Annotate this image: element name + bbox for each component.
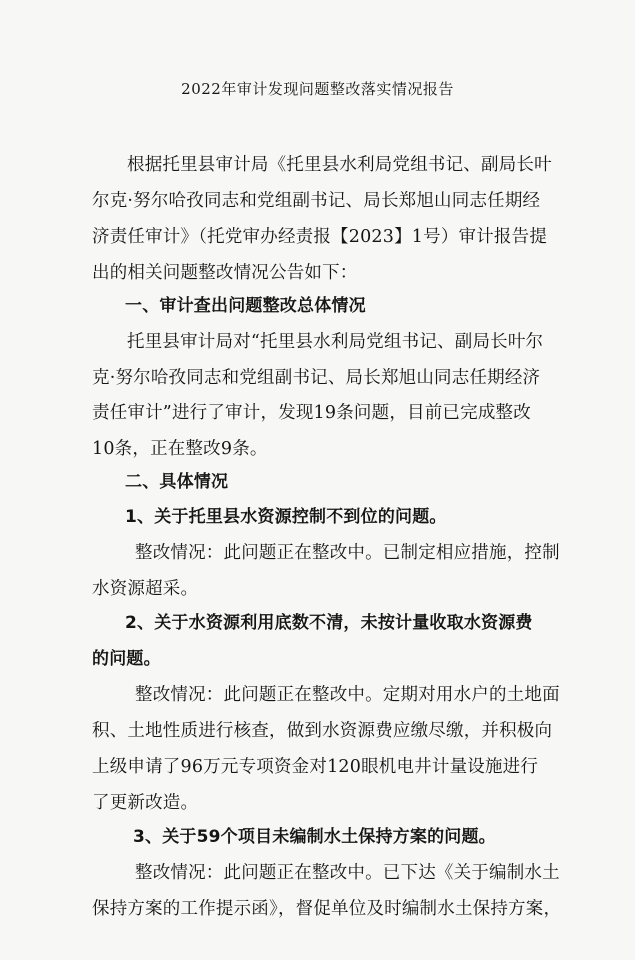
item-3-title: 3、关于59个项目未编制水土保持方案的问题。 <box>133 827 496 847</box>
section-2-heading: 二、具体情况 <box>125 472 229 492</box>
intro-line-3: 济责任审计》（托党审办经责报【2023】1号）审计报告提 <box>92 227 548 247</box>
item-3-body-line-1: 整改情况：此问题正在整改中。已下达《关于编制水土 <box>135 863 560 883</box>
item-1-body-line-1: 整改情况：此问题正在整改中。已制定相应措施，控制 <box>135 543 560 563</box>
intro-line-4: 出的相关问题整改情况公告如下： <box>92 263 358 283</box>
intro-line-1: 根据托里县审计局《托里县水利局党组书记、副局长叶 <box>127 155 552 175</box>
page-title: 2022年审计发现问题整改落实情况报告 <box>181 80 454 98</box>
item-1-body-line-2: 水资源超采。 <box>92 579 199 599</box>
item-1-title: 1、关于托里县水资源控制不到位的问题。 <box>125 507 447 527</box>
section-1-line-1: 托里县审计局对“托里县水利局党组书记、副局长叶尔 <box>127 332 544 352</box>
item-2-title-line-1: 2、关于水资源利用底数不清，未按计量收取水资源费 <box>125 613 533 633</box>
section-1-line-3: 责任审计”进行了审计，发现19条问题，目前已完成整改 <box>92 403 531 423</box>
section-1-heading: 一、审计查出问题整改总体情况 <box>125 296 366 316</box>
item-3-body-line-2: 保持方案的工作提示函》，督促单位及时编制水土保持方案， <box>92 899 562 919</box>
item-2-title-line-2: 的问题。 <box>92 649 161 669</box>
intro-line-2: 尔克·努尔哈孜同志和党组副书记、局长郑旭山同志任期经 <box>92 191 541 211</box>
item-2-body-line-3: 上级申请了96万元专项资金对120眼机电井计量设施进行 <box>92 757 539 777</box>
item-2-body-line-4: 了更新改造。 <box>92 793 199 813</box>
section-1-line-4: 10条，正在整改9条。 <box>92 439 268 459</box>
item-2-body-line-1: 整改情况：此问题正在整改中。定期对用水户的土地面 <box>135 685 560 705</box>
section-1-line-2: 克·努尔哈孜同志和党组副书记、局长郑旭山同志任期经济 <box>92 368 541 388</box>
item-2-body-line-2: 积、土地性质进行核查，做到水资源费应缴尽缴，并积极向 <box>92 721 553 741</box>
